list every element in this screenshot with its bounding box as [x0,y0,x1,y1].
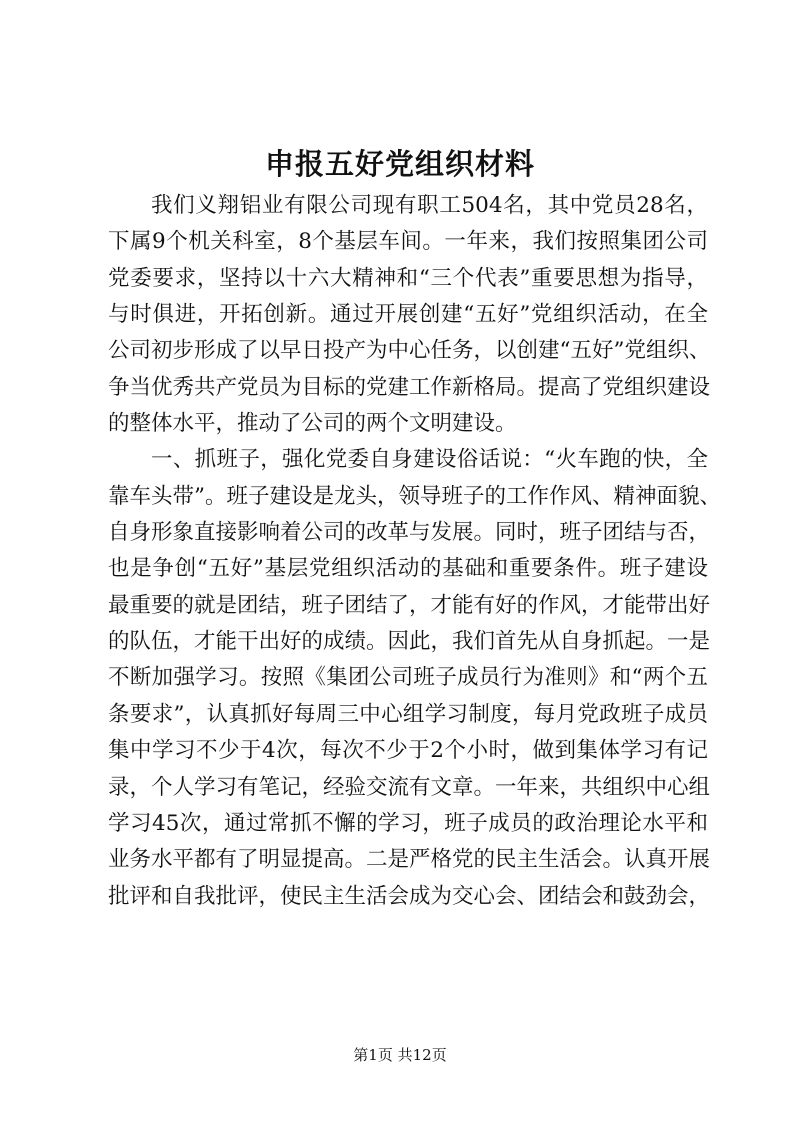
body-line: 条要求”，认真抓好每周三中心组学习制度，每月党政班子成员 [108,701,708,727]
body-line: 业务水平都有了明显提高。二是严格党的民主生活会。认真开展 [108,847,711,873]
body-line: 一、抓班子，强化党委自身建设俗话说：“火车跑的快，全 [151,447,708,473]
body-line: 我们义翔铝业有限公司现有职工504名，其中党员28名， [151,193,708,218]
body-line: 也是争创“五好”基层党组织活动的基础和重要条件。班子建设 [108,556,708,582]
body-line: 批评和自我批评，使民主生活会成为交心会、团结会和鼓劲会， [108,883,711,909]
document-title: 申报五好党组织材料 [264,147,535,181]
body-line: 下属9个机关科室，8个基层车间。一年来，我们按照集团公司 [108,229,708,255]
body-line: 党委要求，坚持以十六大精神和“三个代表”重要思想为指导， [108,265,708,291]
body-line: 集中学习不少于4次，每次不少于2个小时，做到集体学习有记 [108,738,708,764]
body-line: 最重要的就是团结，班子团结了，才能有好的作风，才能带出好 [108,592,711,618]
body-line: 学习45次，通过常抓不懈的学习，班子成员的政治理论水平和 [108,810,708,836]
page-number-footer: 第1页 共12页 [353,1046,447,1064]
document-body [108,188,721,915]
body-line: 自身形象直接影响着公司的改革与发展。同时，班子团结与否， [108,520,711,546]
body-line: 靠车头带”。班子建设是龙头，领导班子的工作作风、精神面貌、 [108,483,721,509]
body-line: 的队伍，才能干出好的成绩。因此，我们首先从自身抓起。一是 [108,629,711,655]
body-line: 与时俱进，开拓创新。通过开展创建“五好”党组织活动，在全 [108,302,708,328]
body-line: 录，个人学习有笔记，经验交流有文章。一年来，共组织中心组 [108,774,711,800]
body-line: 不断加强学习。按照《集团公司班子成员行为准则》和“两个五 [108,665,708,691]
body-line: 争当优秀共产党员为目标的党建工作新格局。提高了党组织建设 [108,374,711,400]
body-line: 的整体水平，推动了公司的两个文明建设。 [108,411,517,437]
body-line: 公司初步形成了以早日投产为中心任务，以创建“五好”党组织、 [108,338,711,364]
